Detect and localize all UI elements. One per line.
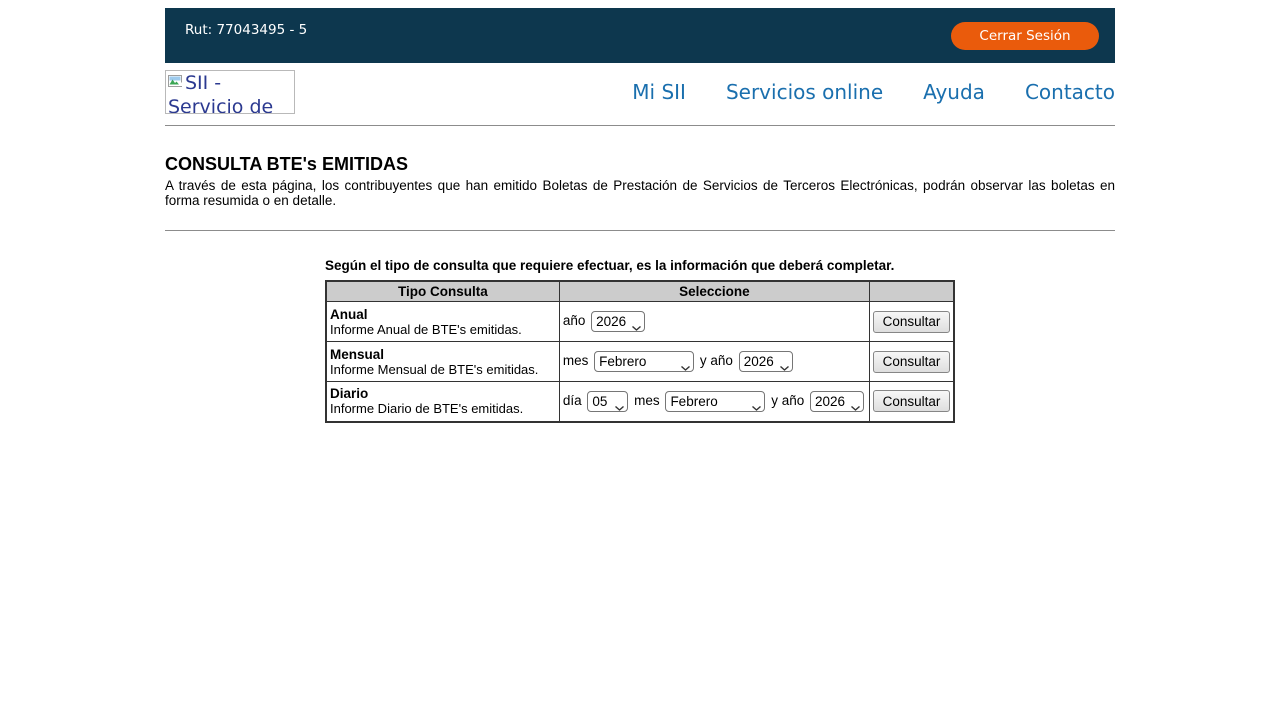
anual-year-select[interactable] (591, 311, 645, 332)
header-tipo-consulta: Tipo Consulta (326, 281, 559, 302)
mensual-year-label: y año (699, 353, 733, 369)
diario-description: Informe Diario de BTE's emitidas. (330, 401, 524, 417)
page-description: A través de esta página, los contribuyentes que han emitido Boletas de Prestación de Servicios de Terceros Electrónicas, podrán observar las boletas en forma resumida o en detalle. (165, 178, 1115, 208)
anual-description: Informe Anual de BTE's emitidas. (330, 321, 522, 337)
rut-text: Rut: 77043495 - 5 (185, 21, 308, 38)
page-title: CONSULTA BTE's EMITIDAS (165, 154, 408, 174)
nav-ayuda[interactable]: Ayuda (923, 80, 985, 104)
diario-day-select-wrap (587, 391, 628, 412)
mensual-description: Informe Mensual de BTE's emitidas. (330, 361, 539, 377)
content-divider (165, 230, 1115, 231)
nav-contacto[interactable]: Contacto (1024, 80, 1115, 104)
mensual-month-label: mes (562, 353, 589, 369)
anual-select-cell (559, 302, 869, 342)
diario-consultar-button[interactable]: Consultar (873, 390, 950, 412)
diario-month-label: mes (634, 392, 660, 408)
diario-month-select-wrap (665, 391, 765, 412)
mensual-button-cell (870, 342, 955, 382)
consulta-section (325, 258, 955, 423)
anual-tipo-cell (326, 302, 559, 342)
diario-day-label: día (562, 392, 582, 408)
nav-servicios-online[interactable]: Servicios online (725, 80, 884, 104)
diario-button-cell (870, 382, 955, 422)
diario-day-select[interactable] (587, 391, 628, 412)
mensual-month-select-wrap (594, 351, 694, 372)
header (165, 70, 1115, 114)
sii-logo-broken-image[interactable] (165, 70, 295, 114)
header-empty (870, 281, 955, 302)
diario-year-select-wrap (810, 391, 864, 412)
header-divider (165, 125, 1115, 126)
mensual-title: Mensual (330, 346, 385, 362)
logo-alt-text: SII - Servicio de (168, 72, 274, 114)
session-bar (165, 8, 1115, 63)
anual-year-select-wrap (591, 311, 645, 332)
mensual-month-select[interactable] (594, 351, 694, 372)
anual-button-cell (870, 302, 955, 342)
diario-select-cell (559, 382, 869, 422)
anual-consultar-button[interactable]: Consultar (873, 311, 950, 333)
table-row-diario (326, 382, 954, 422)
mensual-tipo-cell (326, 342, 559, 382)
header-seleccione: Seleccione (559, 281, 869, 302)
page (165, 0, 1115, 423)
nav-mi-sii[interactable]: Mi SII (632, 80, 686, 104)
diario-title: Diario (330, 386, 369, 402)
broken-image-icon (168, 74, 184, 96)
anual-year-label: año (562, 313, 586, 329)
diario-year-select[interactable] (810, 391, 864, 412)
diario-tipo-cell (326, 382, 559, 422)
mensual-select-cell (559, 342, 869, 382)
mensual-year-select[interactable] (739, 351, 793, 372)
instruction-text: Según el tipo de consulta que requiere efectuar, es la información que deberá completar. (325, 258, 895, 273)
table-row-mensual (326, 342, 954, 382)
table-row-anual (326, 302, 954, 342)
anual-title: Anual (330, 306, 368, 322)
table-header-row (326, 281, 954, 302)
mensual-consultar-button[interactable]: Consultar (873, 351, 950, 373)
consulta-table (325, 280, 955, 423)
mensual-year-select-wrap (739, 351, 793, 372)
logout-button[interactable]: Cerrar Sesión (951, 22, 1099, 50)
diario-month-select[interactable] (665, 391, 765, 412)
main-nav (632, 80, 1115, 104)
diario-year-label: y año (771, 392, 805, 408)
